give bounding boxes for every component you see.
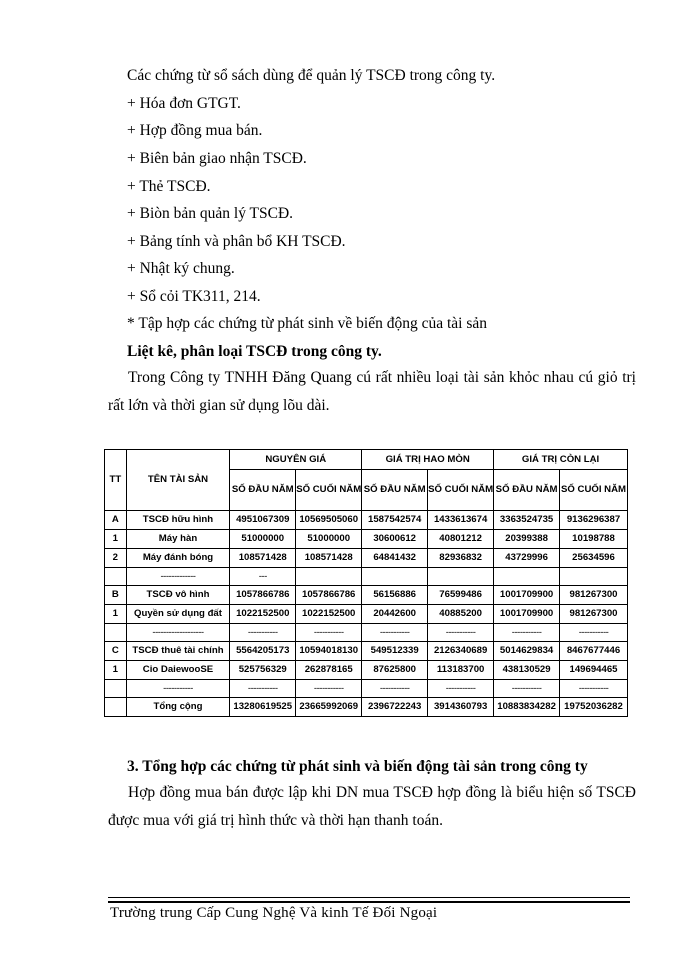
header-group-original: NGUYÊN GIÁ (230, 450, 362, 470)
cell-value: 40801212 (428, 530, 494, 549)
document-item: + Nhật ký chung. (127, 260, 235, 277)
table-row (105, 511, 628, 530)
cell-value: 1022152500 (296, 605, 362, 624)
cell-value: 5014629834 (494, 642, 560, 661)
table-row-dashes (105, 568, 628, 586)
section-heading: Liệt kê, phân loại TSCĐ trong công ty. (127, 343, 382, 360)
cell-value: 525756329 (230, 661, 296, 680)
cell-name: TSCĐ thuê tài chính (126, 642, 230, 661)
dash-cell (105, 624, 127, 642)
table-row (105, 605, 628, 624)
footer-rule (108, 901, 630, 903)
header-end-year: SỐ CUỐI NĂM (428, 470, 494, 511)
document-item: + Thẻ TSCĐ. (127, 178, 211, 195)
cell-tt: C (105, 642, 127, 661)
cell-value: 981267300 (560, 586, 628, 605)
total-label: Tổng cộng (126, 698, 230, 717)
header-group-depreciation: GIÁ TRỊ HAO MÒN (362, 450, 494, 470)
cell-name: Máy hàn (126, 530, 230, 549)
cell-value: 25634596 (560, 549, 628, 568)
dash-cell (105, 568, 127, 586)
cell-name: Cio DaiewooSE (126, 661, 230, 680)
dash-cell (560, 568, 628, 586)
header-group-remaining: GIÁ TRỊ CÒN LẠI (494, 450, 628, 470)
cell-value: 549512339 (362, 642, 428, 661)
cell-tt: 1 (105, 661, 127, 680)
header-end-year: SỐ CUỐI NĂM (560, 470, 628, 511)
cell-value: 1001709900 (494, 586, 560, 605)
cell-value: 30600612 (362, 530, 428, 549)
cell-name: Máy đánh bóng (126, 549, 230, 568)
cell-value: 108571428 (296, 549, 362, 568)
dash-cell: ----------- (560, 680, 628, 698)
cell-tt: 2 (105, 549, 127, 568)
cell-value: 10198788 (560, 530, 628, 549)
cell-value: 43729996 (494, 549, 560, 568)
cell-tt: 1 (105, 530, 127, 549)
asset-table (104, 449, 628, 717)
cell-value: 10569505060 (296, 511, 362, 530)
dash-cell: ----------- (126, 680, 230, 698)
dash-cell (428, 568, 494, 586)
cell-value: 10594018130 (296, 642, 362, 661)
cell-name: TSCĐ vô hình (126, 586, 230, 605)
paragraph-text: Hợp đồng mua bán được lập khi DN mua TSCĐ hợp đồng là biểu hiện số TSCĐ được mua với giá trị hình thức và thời hạn thanh toán. (108, 784, 636, 829)
document-item: + Biên bản giao nhận TSCĐ. (127, 150, 307, 167)
cell-value: 981267300 (560, 605, 628, 624)
dash-cell: ----------- (296, 680, 362, 698)
dash-cell: ----------- (296, 624, 362, 642)
cell-value: 2126340689 (428, 642, 494, 661)
footer-rule (108, 897, 630, 898)
table-row-dashes (105, 624, 628, 642)
cell-tt: A (105, 511, 127, 530)
cell-value: 20442600 (362, 605, 428, 624)
dash-cell: ------------- (126, 568, 230, 586)
cell-value: 3363524735 (494, 511, 560, 530)
dash-cell (296, 568, 362, 586)
dash-cell: ----------- (428, 624, 494, 642)
dash-cell: ------------------- (126, 624, 230, 642)
note-line: * Tập hợp các chứng từ phát sinh về biến động của tài sản (127, 315, 488, 332)
cell-value: 438130529 (494, 661, 560, 680)
table-row-total (105, 698, 628, 717)
cell-value: 20399388 (494, 530, 560, 549)
paragraph-company-assets (108, 364, 636, 420)
dash-cell: ----------- (230, 680, 296, 698)
table-row-dashes (105, 680, 628, 698)
cell-value: 5564205173 (230, 642, 296, 661)
cell-name: TSCĐ hữu hình (126, 511, 230, 530)
total-value: 19752036282 (560, 698, 628, 717)
cell-value: 87625800 (362, 661, 428, 680)
total-value: 2396722243 (362, 698, 428, 717)
cell-value: 82936832 (428, 549, 494, 568)
document-item: + Bảng tính và phân bổ KH TSCĐ. (127, 233, 346, 250)
table-row (105, 530, 628, 549)
cell-value: 108571428 (230, 549, 296, 568)
cell-value: 1587542574 (362, 511, 428, 530)
total-value: 23665992069 (296, 698, 362, 717)
cell-value: 1433613674 (428, 511, 494, 530)
cell-value: 1057866786 (296, 586, 362, 605)
table-row (105, 642, 628, 661)
table-row (105, 661, 628, 680)
header-name: TÊN TÀI SẢN (126, 450, 230, 511)
cell-value: 1022152500 (230, 605, 296, 624)
header-start-year: SỐ ĐẦU NĂM (362, 470, 428, 511)
document-item: + Biòn bản quản lý TSCĐ. (127, 205, 294, 222)
dash-cell (105, 680, 127, 698)
dash-cell: ----------- (428, 680, 494, 698)
dash-cell: ----------- (362, 680, 428, 698)
cell-value: 1001709900 (494, 605, 560, 624)
cell-value: 51000000 (296, 530, 362, 549)
intro-line: Các chứng từ sổ sách dùng để quản lý TSCĐ trong công ty. (127, 67, 496, 84)
dash-cell: ----------- (494, 624, 560, 642)
cell-value: 64841432 (362, 549, 428, 568)
header-end-year: SỐ CUỐI NĂM (296, 470, 362, 511)
cell-value: 56156886 (362, 586, 428, 605)
dash-cell: ----------- (230, 624, 296, 642)
dash-cell: --- (230, 568, 296, 586)
table-row (105, 549, 628, 568)
table-row (105, 586, 628, 605)
cell-value: 262878165 (296, 661, 362, 680)
document-item: + Sổ cỏi TK311, 214. (127, 288, 261, 305)
total-value: 3914360793 (428, 698, 494, 717)
cell-tt: 1 (105, 605, 127, 624)
cell-value: 40885200 (428, 605, 494, 624)
dash-cell: ----------- (560, 624, 628, 642)
cell-value: 9136296387 (560, 511, 628, 530)
cell-value: 8467677446 (560, 642, 628, 661)
document-item: + Hóa đơn GTGT. (127, 95, 241, 112)
cell-tt: B (105, 586, 127, 605)
header-tt: TT (105, 450, 127, 511)
total-value: 13280619525 (230, 698, 296, 717)
dash-cell (494, 568, 560, 586)
cell-tt (105, 698, 127, 717)
cell-value: 51000000 (230, 530, 296, 549)
header-start-year: SỐ ĐẦU NĂM (494, 470, 560, 511)
dash-cell: ----------- (362, 624, 428, 642)
cell-value: 149694465 (560, 661, 628, 680)
cell-value: 113183700 (428, 661, 494, 680)
paragraph-contract (108, 779, 636, 835)
dash-cell: ----------- (494, 680, 560, 698)
footer-text: Trường trung Cấp Cung Nghệ Và kinh Tế Đối Ngoại (110, 905, 438, 921)
cell-name: Quyền sử dụng đất (126, 605, 230, 624)
section-3-heading: 3. Tổng hợp các chứng từ phát sinh và biến động tài sản trong công ty (127, 758, 588, 775)
paragraph-text: Trong Công ty TNHH Đăng Quang cú rất nhiều loại tài sản khỏc nhau cú giỏ trị rất lớn và thời gian sử dụng lõu dài. (108, 369, 636, 414)
cell-value: 1057866786 (230, 586, 296, 605)
total-value: 10883834282 (494, 698, 560, 717)
document-item: + Hợp đồng mua bán. (127, 122, 263, 139)
header-start-year: SỐ ĐẦU NĂM (230, 470, 296, 511)
dash-cell (362, 568, 428, 586)
cell-value: 4951067309 (230, 511, 296, 530)
cell-value: 76599486 (428, 586, 494, 605)
